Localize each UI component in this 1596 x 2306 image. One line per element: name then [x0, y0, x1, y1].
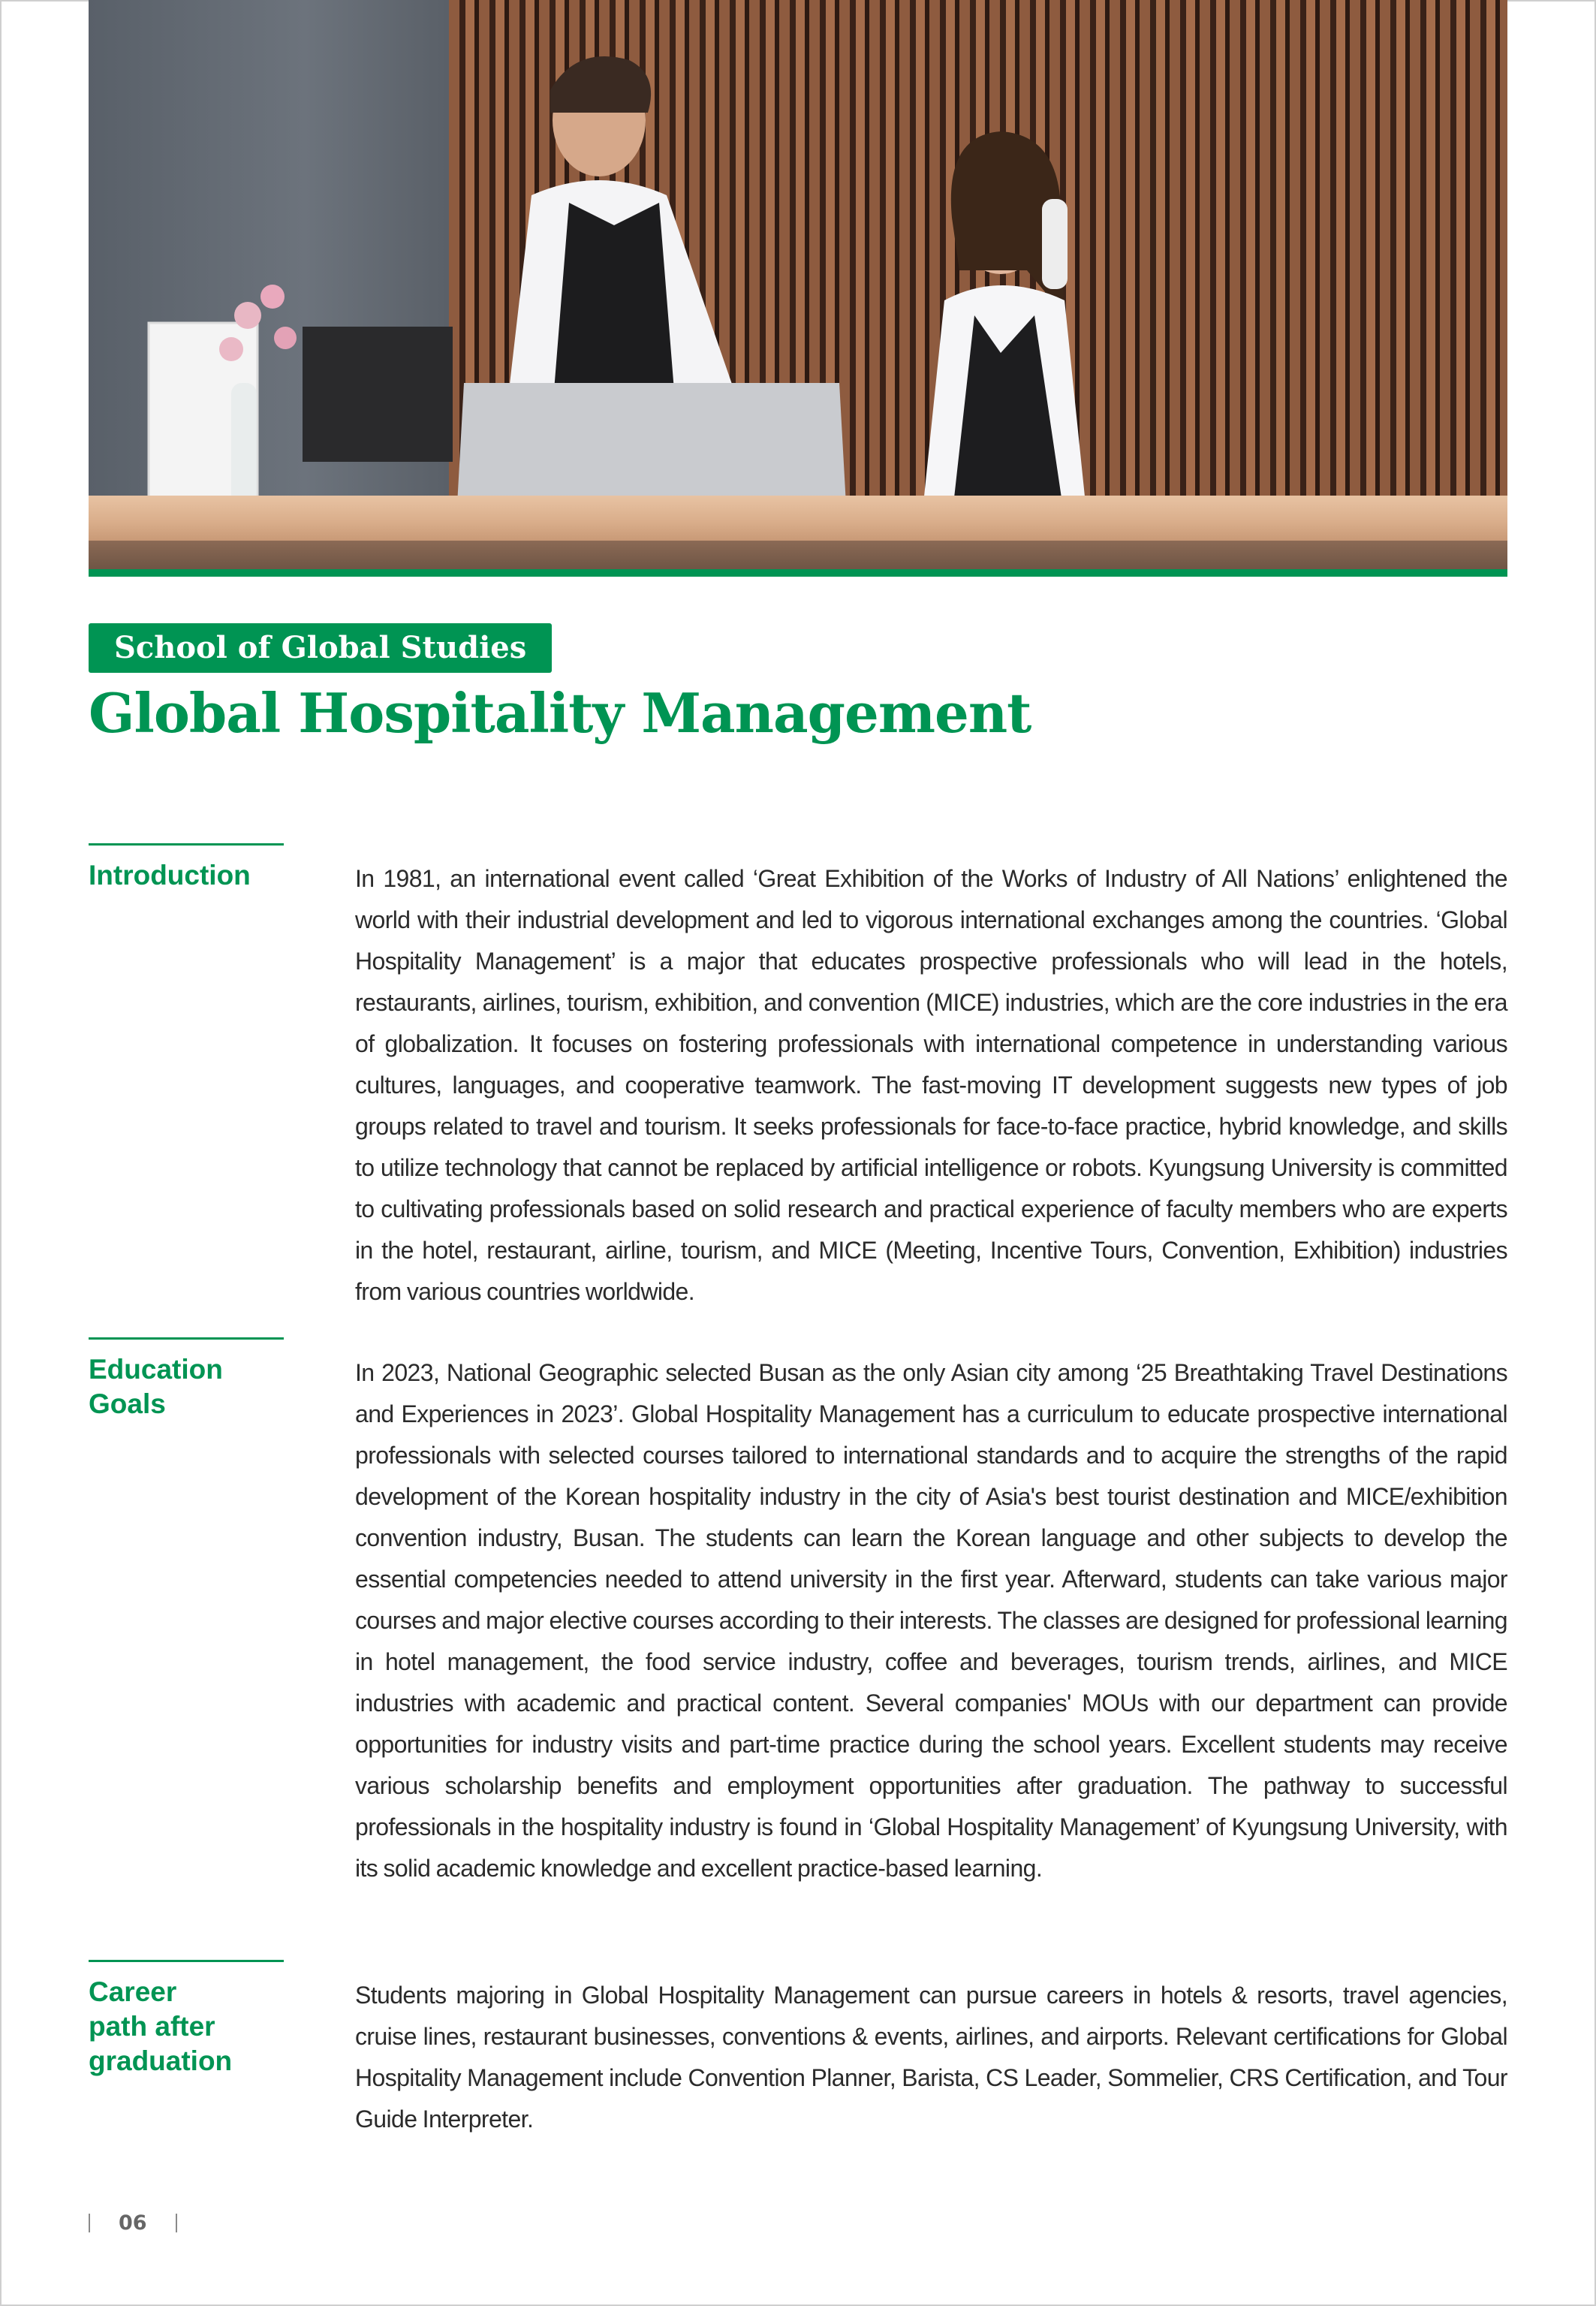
printer-shape [303, 327, 453, 462]
page-title: Global Hospitality Management [89, 681, 1031, 745]
man-vest [554, 203, 674, 390]
hero-accent-bar [89, 569, 1507, 577]
orchid-flower [219, 337, 243, 361]
section-rule [89, 843, 284, 846]
section-body: In 1981, an international event called ‘Great Exhibition of the Works of Industry of All Nations’ enlightened the world with their industrial development and led to vigorous international exchanges among the countries. ‘Global Hospitality Management’ is a major that educates prospective professionals who will lead in the hotels, restaurants, airlines, tourism, exhibition, and convention (MICE) industries, which are the core industries in the era of globalization. It focuses on fostering professionals with international competence in understanding various cultures, languages, and cooperative teamwork. The fast-moving IT development suggests new types of job groups related to travel and tourism. It seeks professionals for face-to-face practice, hybrid knowledge, and skills to utilize technology that cannot be replaced by artificial intelligence or robots. Kyungsung University is committed to cultivating professionals based on solid research and practical experience of faculty members who are experts in the hotel, restaurant, airline, tourism, and MICE (Meeting, Incentive Tours, Convention, Exhibition) industries from various countries worldwide. [355, 865, 1507, 1305]
section-rule [89, 1960, 284, 1962]
man-hair [550, 56, 651, 113]
reception-counter-front [89, 541, 1507, 569]
telephone-handset [1042, 199, 1068, 289]
section-label: Education Goals [89, 1354, 223, 1419]
hero-photo [89, 0, 1507, 569]
page-number-divider [176, 2214, 177, 2232]
orchid-flower [260, 285, 285, 309]
school-badge: School of Global Studies [89, 623, 552, 673]
section-label: Career path after graduation [89, 1976, 233, 2076]
reception-counter-top [89, 496, 1507, 541]
page-number [89, 2211, 177, 2234]
orchid-flower [234, 302, 261, 329]
section-career-path [89, 1960, 1507, 2185]
reception-scene-illustration [89, 0, 1507, 569]
section-label: Introduction [89, 860, 251, 891]
page-number-divider [89, 2214, 90, 2232]
section-rule [89, 1337, 284, 1340]
page-number-text: 06 [119, 2211, 147, 2235]
orchid-flower [274, 327, 297, 349]
section-body: In 2023, National Geographic selected Busan as the only Asian city among ‘25 Breathtaking Travel Destinations and Experiences in 2023’. Global Hospitality Management has a curriculum to educate prospective international professionals with selected courses tailored to international standards and to acquire the strengths of the rapid development of the Korean hospitality industry in the city of Asia's best tourist destination and MICE/exhibition convention industry, Busan. The students can learn the Korean language and other subjects to develop the essential competencies needed to attend university in the first year. Afterward, students can take various major courses and major elective courses according to their interests. The classes are designed for professional learning in hotel management, the food service industry, coffee and beverages, tourism trends, airlines, and MICE industries with academic and practical content. Several companies' MOUs with our department can provide opportunities for industry visits and part-time practice during the school years. Excellent students may receive various scholarship benefits and employment opportunities after graduation. The pathway to successful professionals in the hospitality industry is found in ‘Global Hospitality Management’ of Kyungsung University, with its solid academic knowledge and excellent practice-based learning. [355, 1359, 1507, 1882]
section-introduction [89, 843, 1507, 1305]
section-body: Students majoring in Global Hospitality Management can pursue careers in hotels & resorts, travel agencies, cruise lines, restaurant businesses, conventions & events, airlines, and airports. Relevant certifications for Global Hospitality Management include Convention Planner, Barista, CS Leader, Sommelier, CRS Certification, and Tour Guide Interpreter. [355, 1982, 1507, 2133]
section-education-goals [89, 1337, 1507, 1908]
